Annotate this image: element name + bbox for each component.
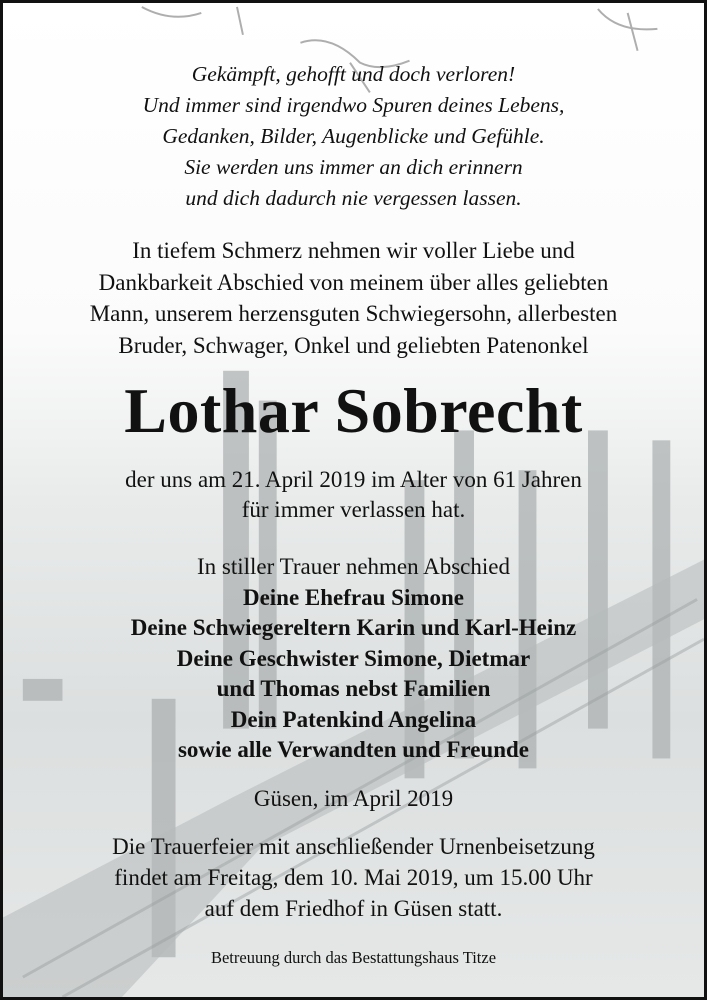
funeral-info-line: Die Trauerfeier mit anschließender Urnenbeisetzung xyxy=(112,834,595,859)
poem-line: Gekämpft, gehofft und doch verloren! xyxy=(191,62,516,86)
intro-line: Bruder, Schwager, Onkel und geliebten Patenonkel xyxy=(118,332,589,358)
death-notice-line: für immer verlassen hat. xyxy=(241,497,466,522)
death-notice-line: der uns am 21. April 2019 im Alter von 61 Jahren xyxy=(125,467,582,492)
memorial-poem xyxy=(3,59,704,214)
funeral-info xyxy=(3,831,704,924)
obituary-text xyxy=(3,3,704,997)
intro-line: Mann, unserem herzensguten Schwiegersohn, allerbesten xyxy=(89,301,618,326)
death-notice xyxy=(3,465,704,525)
intro-line: Dankbarkeit Abschied von meinem über alles geliebten xyxy=(98,269,609,295)
poem-line: Gedanken, Bilder, Augenblicke und Gefühle. xyxy=(162,124,545,148)
mourner-line: und Thomas nebst Familien xyxy=(216,676,491,701)
poem-line: und dich dadurch nie vergessen lassen. xyxy=(185,186,522,210)
place-date: Güsen, im April 2019 xyxy=(253,786,454,811)
mourners-list xyxy=(3,552,704,766)
mourners-heading: In stiller Trauer nehmen Abschied xyxy=(196,554,510,579)
funeral-info-line: auf dem Friedhof in Güsen statt. xyxy=(204,896,503,921)
funeral-info-line: findet am Freitag, dem 10. Mai 2019, um 15.00 Uhr xyxy=(114,865,593,890)
intro-line: In tiefem Schmerz nehmen wir voller Liebe und xyxy=(132,238,575,263)
mourner-line: sowie alle Verwandten und Freunde xyxy=(177,737,529,762)
mourner-line: Deine Schwiegereltern Karin und Karl-Heinz xyxy=(130,615,577,640)
mourner-line: Dein Patenkind Angelina xyxy=(230,706,477,732)
mourner-line: Deine Ehefrau Simone xyxy=(242,584,465,610)
deceased-name: Lothar Sobrecht xyxy=(124,375,583,446)
poem-line: Und immer sind irgendwo Spuren deines Lebens, xyxy=(142,93,565,117)
undertaker-credit: Betreuung durch das Bestattungshaus Titze xyxy=(210,948,497,967)
farewell-intro xyxy=(3,235,704,361)
mourner-line: Deine Geschwister Simone, Dietmar xyxy=(176,645,531,671)
poem-line: Sie werden uns immer an dich erinnern xyxy=(184,155,523,179)
